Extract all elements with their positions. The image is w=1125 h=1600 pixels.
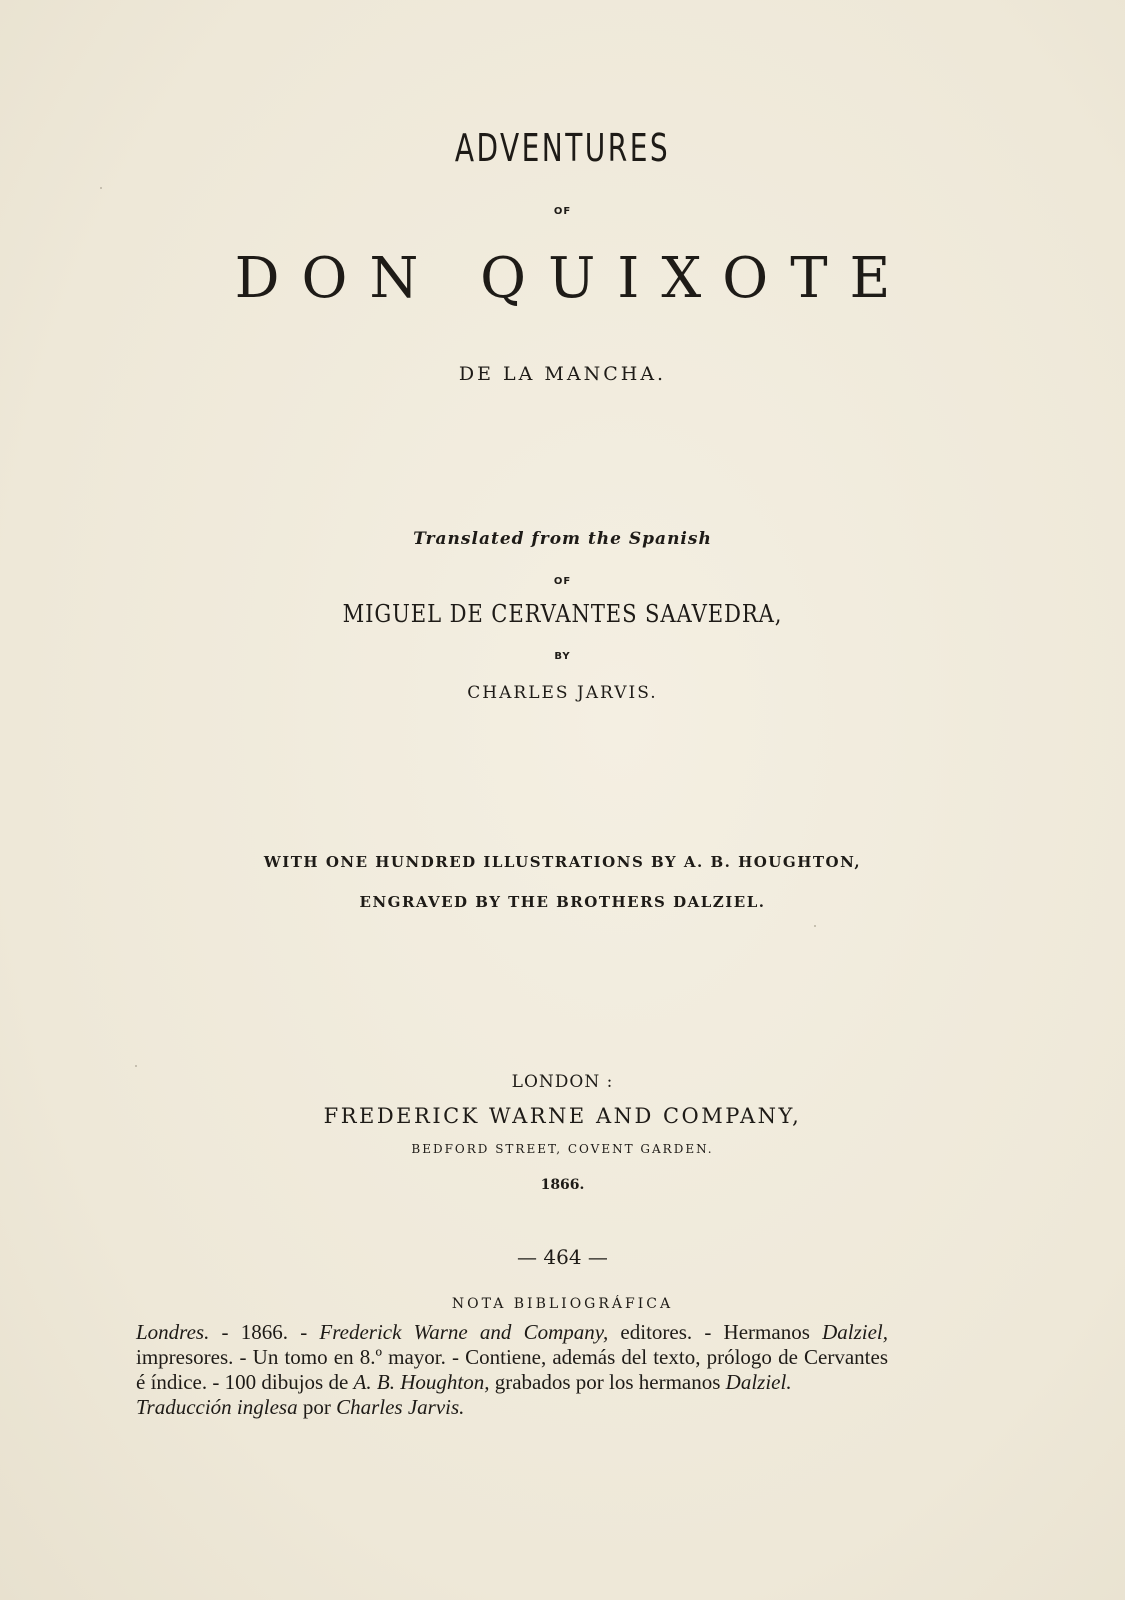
translation-line	[136, 1395, 888, 1420]
of-label-1: OF	[553, 206, 572, 217]
note-segment: Londres.	[136, 1320, 210, 1344]
publisher-address: BEDFORD STREET, COVENT GARDEN.	[411, 1142, 714, 1156]
translation-por: por	[297, 1395, 337, 1419]
note-heading: NOTA BIBLIOGRÁFICA	[451, 1296, 674, 1312]
note-segment: A. B. Houghton,	[353, 1370, 490, 1394]
paper-speck	[100, 187, 102, 189]
note-segment: - 1866. -	[209, 1320, 320, 1344]
note-paragraph	[136, 1320, 888, 1395]
engraver-credit: ENGRAVED BY THE BROTHERS DALZIEL.	[359, 893, 766, 911]
title-adventures: ADVENTURES	[454, 126, 671, 170]
translation-label: Traducción inglesa	[136, 1395, 298, 1419]
translation-name: Charles Jarvis.	[336, 1395, 465, 1419]
note-segment: impresores. - Un tomo en 8.º mayor. - Contiene, además del texto, prólogo de Cervantes é índice. - 100 dibujos de	[136, 1345, 888, 1394]
note-segment: editores. - Hermanos	[608, 1320, 823, 1344]
publisher-name: FREDERICK WARNE AND COMPANY,	[323, 1104, 802, 1128]
page-number: — 464 —	[517, 1245, 608, 1269]
translator-name: CHARLES JARVIS.	[467, 683, 658, 703]
publication-city: LONDON :	[511, 1072, 614, 1092]
title-don-quixote: DON QUIXOTE	[234, 246, 913, 311]
publication-year: 1866.	[540, 1177, 585, 1193]
note-segment: Dalziel,	[822, 1320, 888, 1344]
note-segment: Dalziel.	[725, 1370, 792, 1394]
bibliographic-note	[136, 1320, 888, 1420]
paper-speck	[814, 925, 816, 927]
note-segment: grabados por los hermanos	[489, 1370, 726, 1394]
of-label-2: OF	[553, 576, 572, 587]
subtitle-de-la-mancha: DE LA MANCHA.	[458, 363, 667, 385]
author-name: MIGUEL DE CERVANTES SAAVEDRA,	[342, 600, 783, 628]
note-segment: Frederick Warne and Company,	[319, 1320, 609, 1344]
illustrations-credit: WITH ONE HUNDRED ILLUSTRATIONS BY A. B. HOUGHTON,	[263, 853, 862, 871]
by-label: BY	[554, 651, 571, 662]
translated-line: Translated from the Spanish	[413, 529, 712, 549]
paper-speck	[135, 1065, 137, 1067]
